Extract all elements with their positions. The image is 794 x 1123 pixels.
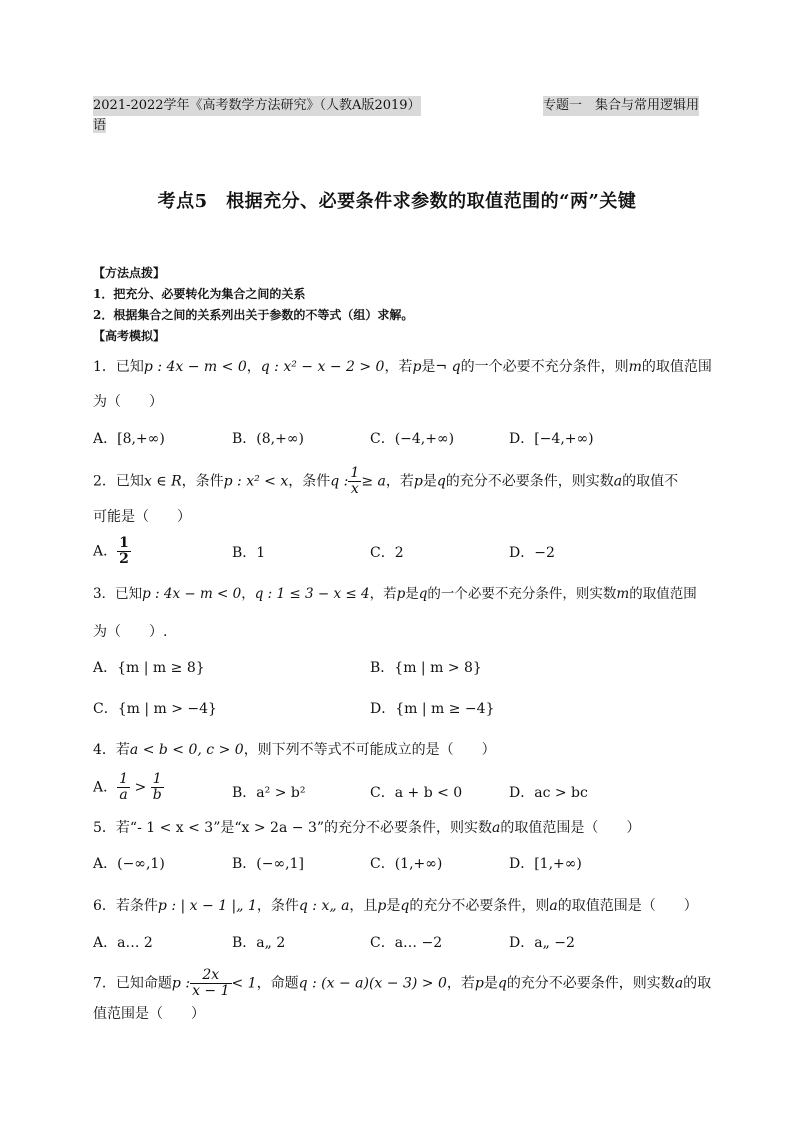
header-left: 2021-2022学年《高考数学方法研究》（人教A版2019） [93, 96, 421, 116]
q1-option-b: B．(8,+∞) [232, 431, 304, 447]
question-2-options [93, 535, 699, 567]
q4-option-c: C．a + b < 0 [370, 785, 463, 801]
question-4-options [93, 771, 699, 803]
q2-fraction: $\frac{1}{x}$ [350, 465, 360, 497]
question-3-options-row-1 [93, 657, 699, 677]
q6-p-condition: p : | x − 1 |„ 1 [157, 898, 257, 914]
q5-option-a: A．(−∞,1) [93, 856, 165, 872]
q1-option-a: A．[8,+∞) [93, 431, 165, 447]
simulation-heading: 【高考模拟】 [93, 329, 166, 343]
q3-p-condition: p : 4x − m < 0 [142, 586, 242, 602]
q4-option-a: A． $\frac{1}{a}$ > $\frac{1}{b}$ [93, 771, 162, 803]
q3-option-d: D．{m | m ≥ −4} [370, 701, 495, 717]
question-2-line-2: 可能是（ ） [93, 509, 191, 525]
q6-option-c: C．a… −2 [370, 935, 443, 951]
page-title: 考点5 根据充分、必要条件求参数的取值范围的“两”关键 [157, 191, 637, 212]
page-header [93, 96, 699, 136]
header-wrap: 语 [93, 118, 107, 133]
q2-option-b: B．1 [232, 545, 266, 561]
header-right: 专题一 集合与常用逻辑用 [543, 96, 699, 116]
q2-p-condition: p : x² < x [223, 473, 289, 490]
question-7-line-1: 7．已知命题p : $\frac{2x}{x - 1}$ < 1，命题q : (x − a)(x − 3) > 0，若p是q的充分不必要条件，则实数a的取 [93, 967, 712, 999]
question-1-line-1: 1．已知p : 4x − m < 0，q : x² − x − 2 > 0，若p是¬ q的一个必要不充分条件，则m的取值范围 [93, 359, 712, 375]
q6-q-condition: q : x„ a [298, 898, 350, 914]
question-1-line-2: 为（ ） [93, 394, 163, 410]
q1-option-d: D．[−4,+∞) [509, 431, 594, 447]
q3-option-a: A．{m | m ≥ 8} [93, 660, 205, 676]
q2-option-a: A． $\frac{1}{2}$ [93, 535, 129, 567]
q6-option-b: B．a„ 2 [232, 935, 286, 951]
q1-p-condition: p : 4x − m < 0 [143, 359, 247, 375]
q5-option-b: B．(−∞,1] [232, 856, 304, 872]
q2-option-c: C．2 [370, 545, 404, 561]
question-4-line-1: 4．若a < b < 0, c > 0，则下列不等式不可能成立的是（ ） [93, 742, 496, 758]
question-1-options [93, 428, 699, 448]
q2-option-d: D．−2 [509, 545, 555, 561]
question-6-line-1: 6．若条件p : | x − 1 |„ 1，条件q : x„ a，且p是q的充分不必要条件，则a的取值范围是（ ） [93, 898, 698, 914]
question-2-line-1: 2．已知x ∈ R，条件p : x² < x，条件q : $\frac{1}{x}$ ≥ a，若p是q的充分不必要条件，则实数a的取值不 [93, 465, 679, 497]
method-heading: 【方法点拨】 [93, 266, 166, 280]
question-3-options-row-2 [93, 698, 699, 718]
q5-option-c: C．(1,+∞) [370, 856, 443, 872]
q7-fraction: $\frac{2x}{x - 1}$ [192, 967, 230, 999]
q7-q-condition: q : (x − a)(x − 3) > 0 [298, 975, 447, 992]
question-3-line-2: 为（ ）. [93, 624, 168, 640]
q6-option-a: A．a… 2 [93, 935, 153, 951]
q1-q-condition: q : x² − x − 2 > 0 [260, 359, 385, 375]
q3-q-condition: q : 1 ≤ 3 − x ≤ 4 [254, 586, 370, 602]
question-5-line-1: 5．若“- 1 < x < 3”是“x > 2a − 3”的充分不必要条件，则实数a的取值范围是（ ） [93, 820, 641, 836]
question-3-line-1: 3．已知p : 4x − m < 0，q : 1 ≤ 3 − x ≤ 4，若p是q的一个必要不充分条件，则实数m的取值范围 [93, 586, 697, 602]
method-item-2: 2．根据集合之间的关系列出关于参数的不等式（组）求解。 [93, 308, 414, 322]
question-6-options [93, 932, 699, 952]
q3-option-c: C．{m | m > −4} [93, 701, 217, 717]
q6-option-d: D．a„ −2 [509, 935, 575, 951]
q5-option-d: D．[1,+∞) [509, 856, 582, 872]
q3-option-b: B．{m | m > 8} [370, 660, 482, 676]
method-item-1: 1．把充分、必要转化为集合之间的关系 [93, 287, 306, 301]
q4-option-b: B．a² > b² [232, 785, 306, 801]
q4-option-d: D．ac > bc [509, 785, 588, 801]
question-7-line-2: 值范围是（ ） [93, 1006, 205, 1022]
q1-option-c: C．(−4,+∞) [370, 431, 455, 447]
question-5-options [93, 853, 699, 873]
